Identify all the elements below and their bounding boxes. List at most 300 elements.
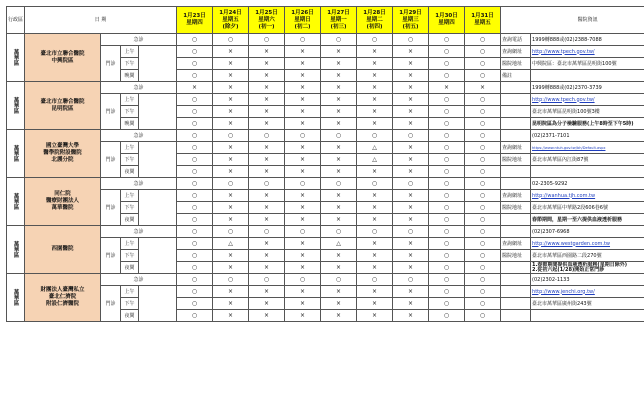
- availability-mark: ×: [213, 166, 249, 178]
- info-label: [501, 262, 531, 274]
- availability-mark: ○: [429, 154, 465, 166]
- availability-mark: ×: [321, 106, 357, 118]
- availability-mark: ×: [357, 166, 393, 178]
- availability-mark: ×: [357, 298, 393, 310]
- availability-mark: ×: [177, 82, 213, 94]
- availability-mark: ○: [177, 118, 213, 130]
- availability-mark: ○: [429, 34, 465, 46]
- session-label: 夜間: [121, 310, 139, 322]
- availability-mark: ×: [213, 46, 249, 58]
- session-label: 下午: [121, 202, 139, 214]
- availability-mark: ○: [177, 226, 213, 238]
- availability-mark: ×: [285, 58, 321, 70]
- availability-mark: ×: [213, 202, 249, 214]
- info-label: [501, 130, 531, 142]
- hospital-name: 臺北市立聯合醫院 中興院區: [25, 34, 101, 82]
- availability-mark: ○: [321, 274, 357, 286]
- availability-mark: ×: [321, 70, 357, 82]
- availability-mark: ○: [465, 250, 501, 262]
- emergency-label: 急診: [101, 130, 177, 142]
- hospital-outpatient-row: [7, 190, 644, 202]
- info-label: 查詢網址: [501, 238, 531, 250]
- district-cell: 萬華區: [7, 178, 25, 226]
- schedule-table: [6, 6, 644, 322]
- availability-mark: ○: [429, 190, 465, 202]
- availability-mark: ○: [429, 166, 465, 178]
- availability-mark: ○: [465, 46, 501, 58]
- availability-mark: ○: [429, 94, 465, 106]
- availability-mark: ○: [429, 46, 465, 58]
- availability-mark: ×: [249, 166, 285, 178]
- availability-mark: ○: [177, 58, 213, 70]
- availability-mark: ×: [393, 298, 429, 310]
- availability-mark: ×: [393, 262, 429, 274]
- availability-mark: ×: [213, 154, 249, 166]
- availability-mark: ○: [249, 34, 285, 46]
- availability-mark: ○: [429, 70, 465, 82]
- availability-mark: ○: [465, 190, 501, 202]
- availability-mark: ×: [285, 310, 321, 322]
- hospital-emergency-row: [7, 274, 644, 286]
- availability-mark: ×: [357, 82, 393, 94]
- availability-mark: ×: [249, 202, 285, 214]
- session-label: 下午: [121, 250, 139, 262]
- session-label: 上午: [121, 190, 139, 202]
- district-cell: 萬華區: [7, 82, 25, 130]
- availability-mark: ×: [357, 310, 393, 322]
- availability-mark: ×: [285, 94, 321, 106]
- info-value: 臺北市萬華區西園路二段270號: [531, 250, 644, 262]
- district-cell: 萬華區: [7, 130, 25, 178]
- availability-mark: ×: [357, 286, 393, 298]
- availability-mark: ×: [393, 154, 429, 166]
- availability-mark: ×: [213, 106, 249, 118]
- availability-mark: ×: [393, 310, 429, 322]
- availability-mark: ○: [177, 106, 213, 118]
- info-value: 1999轉888或(02)2388-7088: [531, 34, 644, 46]
- info-label: [501, 118, 531, 130]
- availability-mark: ○: [285, 178, 321, 190]
- availability-mark: ○: [177, 190, 213, 202]
- availability-mark: ×: [393, 190, 429, 202]
- date-col-4: 1月26日 星期日 (初二): [285, 7, 321, 34]
- availability-mark: ○: [429, 262, 465, 274]
- availability-mark: ×: [393, 94, 429, 106]
- emergency-label: 急診: [101, 82, 177, 94]
- availability-mark: ×: [285, 106, 321, 118]
- info-value: 春節期間，星期一至六提供血液透析服務: [531, 214, 644, 226]
- availability-mark: ○: [429, 274, 465, 286]
- info-label: [501, 226, 531, 238]
- info-label: 醫院地址: [501, 58, 531, 70]
- availability-mark: ×: [321, 46, 357, 58]
- availability-mark: ×: [321, 142, 357, 154]
- info-label: [501, 298, 531, 310]
- session-label: 上午: [121, 238, 139, 250]
- info-value: [531, 70, 644, 82]
- availability-mark: △: [357, 154, 393, 166]
- availability-mark: ○: [429, 130, 465, 142]
- availability-mark: ×: [213, 250, 249, 262]
- info-value[interactable]: http://www.tpech.gov.tw/: [531, 94, 644, 106]
- outpatient-label: 門診: [101, 142, 121, 178]
- session-label: 下午: [121, 58, 139, 70]
- district-header: 行政區: [7, 7, 25, 34]
- hospital-outpatient-row: [7, 238, 644, 250]
- info-value[interactable]: https://www.ntuh.gov.tw/bh/Default.aspx: [531, 142, 644, 154]
- availability-mark: ○: [393, 226, 429, 238]
- availability-mark: ○: [249, 226, 285, 238]
- outpatient-label: 門診: [101, 46, 121, 82]
- availability-mark: ×: [249, 298, 285, 310]
- availability-mark: ○: [465, 262, 501, 274]
- availability-mark: ○: [177, 202, 213, 214]
- availability-mark: ×: [321, 250, 357, 262]
- availability-mark: ×: [321, 286, 357, 298]
- info-label: [501, 274, 531, 286]
- availability-mark: ×: [285, 142, 321, 154]
- info-label: [501, 166, 531, 178]
- availability-mark: ×: [393, 70, 429, 82]
- info-value: 1.春節期間提供血液透析服務(星期日除外) 2.從初六起(1/28)開始正常門診: [531, 262, 644, 274]
- session-label: 晚間: [121, 70, 139, 82]
- availability-mark: ×: [213, 70, 249, 82]
- availability-mark: ○: [393, 178, 429, 190]
- availability-mark: ○: [429, 58, 465, 70]
- availability-mark: ×: [249, 238, 285, 250]
- availability-mark: ×: [321, 166, 357, 178]
- availability-mark: ×: [321, 262, 357, 274]
- date-col-5: 1月27日 星期一 (初三): [321, 7, 357, 34]
- availability-mark: ○: [177, 34, 213, 46]
- session-label: 上午: [121, 46, 139, 58]
- info-value: 昆明院區為分子檢驗服務(上午8時至下午5時): [531, 118, 644, 130]
- availability-mark: ○: [429, 298, 465, 310]
- availability-mark: ○: [465, 166, 501, 178]
- availability-mark: ×: [357, 202, 393, 214]
- hospital-emergency-row: [7, 82, 644, 94]
- availability-mark: ×: [213, 262, 249, 274]
- spacer-cell: [139, 190, 177, 226]
- hospital-emergency-row: [7, 226, 644, 238]
- availability-mark: ×: [321, 82, 357, 94]
- availability-mark: ×: [285, 238, 321, 250]
- availability-mark: ×: [429, 82, 465, 94]
- availability-mark: ×: [249, 286, 285, 298]
- district-cell: 萬華區: [7, 274, 25, 322]
- availability-mark: ○: [177, 166, 213, 178]
- availability-mark: ×: [393, 202, 429, 214]
- hospital-outpatient-row: [7, 94, 644, 106]
- holiday-clinic-schedule: [6, 6, 638, 322]
- availability-mark: ×: [393, 46, 429, 58]
- availability-mark: ○: [213, 178, 249, 190]
- availability-mark: ×: [321, 58, 357, 70]
- availability-mark: ○: [429, 286, 465, 298]
- availability-mark: ×: [321, 154, 357, 166]
- spacer-cell: [139, 238, 177, 274]
- availability-mark: ×: [249, 58, 285, 70]
- availability-mark: ○: [393, 130, 429, 142]
- availability-mark: ○: [213, 226, 249, 238]
- availability-mark: ×: [249, 106, 285, 118]
- availability-mark: ○: [357, 130, 393, 142]
- info-value: 臺北市萬華區昆明街100號3樓: [531, 106, 644, 118]
- availability-mark: ×: [249, 46, 285, 58]
- availability-mark: ×: [285, 46, 321, 58]
- availability-mark: ×: [321, 94, 357, 106]
- availability-mark: ×: [213, 142, 249, 154]
- availability-mark: ○: [177, 286, 213, 298]
- hospital-outpatient-row: [7, 46, 644, 58]
- availability-mark: ×: [213, 190, 249, 202]
- availability-mark: ×: [357, 238, 393, 250]
- availability-mark: ×: [285, 118, 321, 130]
- availability-mark: ○: [177, 250, 213, 262]
- availability-mark: ×: [285, 202, 321, 214]
- session-label: 上午: [121, 94, 139, 106]
- availability-mark: ×: [357, 118, 393, 130]
- availability-mark: ○: [177, 142, 213, 154]
- info-label: [501, 94, 531, 106]
- availability-mark: ×: [357, 70, 393, 82]
- availability-mark: △: [357, 142, 393, 154]
- availability-mark: ×: [285, 154, 321, 166]
- date-col-9: 1月31日 星期五: [465, 7, 501, 34]
- outpatient-label: 門診: [101, 190, 121, 226]
- info-value: [531, 166, 644, 178]
- info-label: [501, 214, 531, 226]
- availability-mark: ○: [465, 58, 501, 70]
- info-value: (02)2371-7101: [531, 130, 644, 142]
- availability-mark: ×: [249, 70, 285, 82]
- availability-mark: ×: [393, 250, 429, 262]
- availability-mark: ○: [465, 214, 501, 226]
- outpatient-label: 門診: [101, 286, 121, 322]
- date-col-3: 1月25日 星期六 (初一): [249, 7, 285, 34]
- availability-mark: ×: [393, 238, 429, 250]
- info-value: 臺北市萬華區中華路2段606巷6號: [531, 202, 644, 214]
- availability-mark: ×: [393, 106, 429, 118]
- info-value: 02-2305-9292: [531, 178, 644, 190]
- availability-mark: ×: [213, 214, 249, 226]
- date-col-7: 1月29日 星期三 (初五): [393, 7, 429, 34]
- session-label: 上午: [121, 142, 139, 154]
- availability-mark: ○: [177, 70, 213, 82]
- availability-mark: ○: [177, 154, 213, 166]
- session-label: 下午: [121, 298, 139, 310]
- availability-mark: ×: [393, 142, 429, 154]
- availability-mark: ○: [177, 310, 213, 322]
- session-label: 夜間: [121, 214, 139, 226]
- availability-mark: ×: [393, 82, 429, 94]
- availability-mark: ○: [177, 262, 213, 274]
- emergency-label: 急診: [101, 226, 177, 238]
- availability-mark: ×: [249, 142, 285, 154]
- availability-mark: ×: [321, 310, 357, 322]
- availability-mark: ○: [465, 286, 501, 298]
- availability-mark: ○: [357, 274, 393, 286]
- availability-mark: ×: [213, 286, 249, 298]
- date-col-6: 1月28日 星期二 (初四): [357, 7, 393, 34]
- availability-mark: ×: [249, 262, 285, 274]
- session-label: 夜間: [121, 262, 139, 274]
- availability-mark: ×: [213, 58, 249, 70]
- availability-mark: ○: [465, 274, 501, 286]
- availability-mark: ○: [465, 118, 501, 130]
- availability-mark: ×: [213, 82, 249, 94]
- availability-mark: ○: [285, 274, 321, 286]
- availability-mark: ×: [321, 190, 357, 202]
- date-col-8: 1月30日 星期四: [429, 7, 465, 34]
- availability-mark: ○: [465, 154, 501, 166]
- session-label: 下午: [121, 154, 139, 166]
- availability-mark: ○: [357, 34, 393, 46]
- availability-mark: ×: [285, 82, 321, 94]
- availability-mark: ×: [393, 166, 429, 178]
- info-value[interactable]: http://wanhua.tjh.com.tw: [531, 190, 644, 202]
- emergency-label: 急診: [101, 274, 177, 286]
- info-label: [501, 178, 531, 190]
- hospital-emergency-row: [7, 178, 644, 190]
- spacer-cell: [139, 286, 177, 322]
- availability-mark: ○: [465, 298, 501, 310]
- availability-mark: ×: [249, 94, 285, 106]
- info-label: 醫院地址: [501, 154, 531, 166]
- info-value[interactable]: http://www.tpech.gov.tw/: [531, 46, 644, 58]
- availability-mark: ○: [177, 46, 213, 58]
- info-label: [501, 82, 531, 94]
- availability-mark: ○: [321, 178, 357, 190]
- availability-mark: ○: [429, 226, 465, 238]
- availability-mark: ○: [213, 34, 249, 46]
- availability-mark: ○: [321, 34, 357, 46]
- header-row: [7, 7, 644, 34]
- availability-mark: △: [213, 238, 249, 250]
- hospital-name: 臺北市立聯合醫院 昆明院區: [25, 82, 101, 130]
- availability-mark: ×: [249, 82, 285, 94]
- availability-mark: ○: [285, 34, 321, 46]
- session-label: 晚間: [121, 118, 139, 130]
- availability-mark: ○: [177, 214, 213, 226]
- availability-mark: ○: [393, 34, 429, 46]
- availability-mark: ×: [285, 262, 321, 274]
- availability-mark: ○: [429, 310, 465, 322]
- availability-mark: ○: [465, 34, 501, 46]
- availability-mark: ○: [213, 274, 249, 286]
- availability-mark: ○: [465, 178, 501, 190]
- availability-mark: ○: [177, 298, 213, 310]
- availability-mark: ×: [285, 70, 321, 82]
- date-col-1: 1月23日 星期四: [177, 7, 213, 34]
- availability-mark: ×: [393, 58, 429, 70]
- hospital-emergency-row: [7, 130, 644, 142]
- availability-mark: ×: [393, 286, 429, 298]
- availability-mark: ×: [393, 214, 429, 226]
- availability-mark: ×: [321, 118, 357, 130]
- availability-mark: ○: [393, 274, 429, 286]
- availability-mark: ○: [429, 238, 465, 250]
- availability-mark: ○: [465, 130, 501, 142]
- info-value: [531, 310, 644, 322]
- district-cell: 萬華區: [7, 34, 25, 82]
- availability-mark: ×: [321, 214, 357, 226]
- availability-mark: ×: [249, 118, 285, 130]
- availability-mark: ○: [429, 142, 465, 154]
- hospital-outpatient-row: [7, 286, 644, 298]
- info-label: [501, 286, 531, 298]
- availability-mark: ×: [249, 214, 285, 226]
- hospital-name: 西園醫院: [25, 226, 101, 274]
- availability-mark: ×: [465, 82, 501, 94]
- availability-mark: ○: [249, 178, 285, 190]
- info-label: [501, 310, 531, 322]
- info-label: [501, 106, 531, 118]
- availability-mark: ×: [357, 262, 393, 274]
- info-value[interactable]: http://www.jenchi.org.tw/: [531, 286, 644, 298]
- availability-mark: ○: [429, 106, 465, 118]
- availability-mark: ×: [249, 310, 285, 322]
- session-label: 下午: [121, 106, 139, 118]
- availability-mark: ×: [321, 202, 357, 214]
- emergency-label: 急診: [101, 34, 177, 46]
- availability-mark: ×: [249, 154, 285, 166]
- availability-mark: ○: [357, 178, 393, 190]
- availability-mark: ×: [393, 118, 429, 130]
- spacer-cell: [139, 46, 177, 82]
- emergency-label: 急診: [101, 178, 177, 190]
- availability-mark: ×: [213, 118, 249, 130]
- availability-mark: ○: [465, 310, 501, 322]
- hospital-emergency-row: [7, 34, 644, 46]
- availability-mark: ○: [465, 142, 501, 154]
- availability-mark: ○: [213, 130, 249, 142]
- availability-mark: ×: [357, 106, 393, 118]
- info-header: 醫院資訊: [501, 7, 644, 34]
- availability-mark: ×: [213, 310, 249, 322]
- hospital-name: 同仁院 醫療財團法人 萬華醫院: [25, 178, 101, 226]
- info-value: 1999轉888或(02)2370-3739: [531, 82, 644, 94]
- availability-mark: ○: [429, 118, 465, 130]
- info-value: (02)2307-6968: [531, 226, 644, 238]
- availability-mark: ○: [465, 226, 501, 238]
- district-cell: 萬華區: [7, 226, 25, 274]
- hospital-outpatient-row: [7, 142, 644, 154]
- info-label: 查詢電話: [501, 34, 531, 46]
- availability-mark: ○: [465, 106, 501, 118]
- info-value: 中興院區：臺北市萬華區昆明街100號: [531, 58, 644, 70]
- info-label: 備註: [501, 70, 531, 82]
- hospital-name: 財團法人臺灣私立 臺北仁濟院 附設仁濟醫院: [25, 274, 101, 322]
- availability-mark: ×: [249, 190, 285, 202]
- availability-mark: ○: [177, 178, 213, 190]
- availability-mark: ○: [429, 202, 465, 214]
- spacer-cell: [139, 142, 177, 178]
- info-value[interactable]: http://www.westgarden.com.tw: [531, 238, 644, 250]
- availability-mark: ○: [465, 94, 501, 106]
- spacer-cell: [139, 94, 177, 130]
- availability-mark: ○: [285, 226, 321, 238]
- info-label: 查詢網址: [501, 190, 531, 202]
- availability-mark: ○: [321, 226, 357, 238]
- availability-mark: ×: [357, 190, 393, 202]
- availability-mark: ×: [285, 250, 321, 262]
- availability-mark: ×: [357, 250, 393, 262]
- date-col-2: 1月24日 星期五 (除夕): [213, 7, 249, 34]
- availability-mark: ×: [285, 190, 321, 202]
- availability-mark: ○: [465, 202, 501, 214]
- info-value: 臺北市萬華區廣州街243號: [531, 298, 644, 310]
